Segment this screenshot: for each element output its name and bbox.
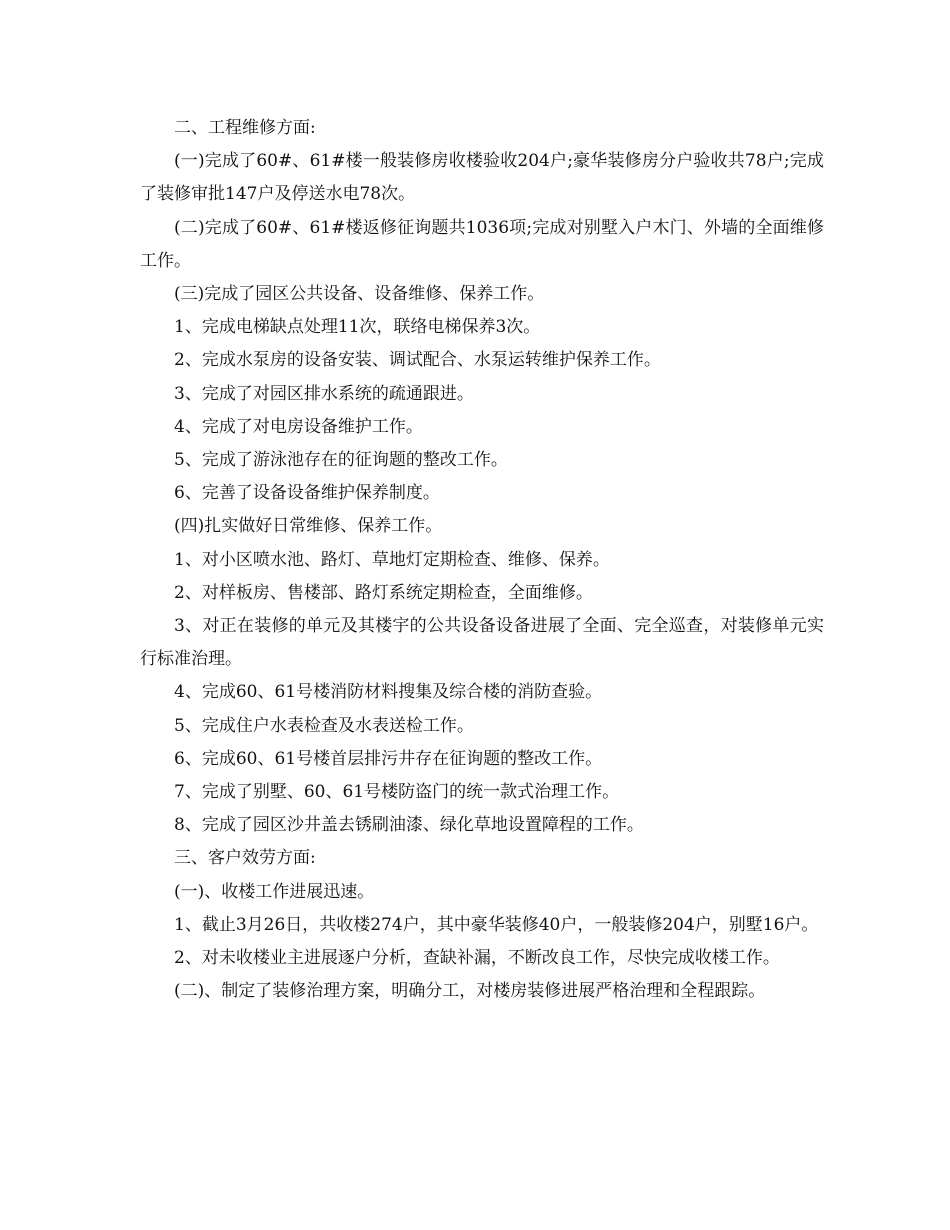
list-item: 6、完善了设备设备维护保养制度。	[174, 483, 440, 504]
list-item: 2、对未收楼业主进展逐户分析，查缺补漏，不断改良工作，尽快完成收楼工作。	[174, 948, 780, 969]
list-item: 8、完成了园区沙井盖去锈刷油漆、绿化草地设置障程的工作。	[174, 815, 644, 836]
document-body	[140, 112, 824, 1008]
list-item: 7、完成了别墅、60、61号楼防盗门的统一款式治理工作。	[174, 782, 620, 803]
list-item: 5、完成住户水表检查及水表送检工作。	[174, 715, 474, 736]
list-item: 3、对正在装修的单元及其楼宇的公共设备设备进展了全面、完全巡查，对装修单元实行标准治理。	[140, 616, 824, 670]
list-item: 3、完成了对园区排水系统的疏通跟进。	[174, 383, 474, 404]
list-item: 6、完成60、61号楼首层排污井存在征询题的整改工作。	[174, 748, 603, 769]
list-item: 1、截止3月26日，共收楼274户，其中豪华装修40户，一般装修204户，别墅16户。	[174, 914, 819, 935]
paragraph: (二)、制定了装修治理方案，明确分工，对楼房装修进展严格治理和全程跟踪。	[174, 981, 766, 1002]
list-item: 5、完成了游泳池存在的征询题的整改工作。	[174, 450, 508, 471]
paragraph: (一)、收楼工作进展迅速。	[174, 881, 375, 902]
section-heading-engineering: 二、工程维修方面:	[174, 118, 316, 138]
list-item: 4、完成60、61号楼消防材料搜集及综合楼的消防查验。	[174, 682, 603, 703]
list-item: 1、对小区喷水池、路灯、草地灯定期检查、维修、保养。	[174, 549, 610, 570]
paragraph: (四)扎实做好日常维修、保养工作。	[174, 516, 443, 537]
section-heading-customer-service: 三、客户效劳方面:	[174, 848, 316, 869]
paragraph: (二)完成了60#、61#楼返修征询题共1036项;完成对别墅入户木门、外墙的全面维修工作。	[140, 217, 824, 271]
paragraph: (一)完成了60#、61#楼一般装修房收楼验收204户;豪华装修房分户验收共78户;完成了装修审批147户及停送水电78次。	[140, 151, 824, 205]
list-item: 4、完成了对电房设备维护工作。	[174, 416, 423, 437]
list-item: 1、完成电梯缺点处理11次，联络电梯保养3次。	[174, 317, 541, 338]
paragraph: (三)完成了园区公共设备、设备维修、保养工作。	[174, 284, 545, 305]
list-item: 2、对样板房、售楼部、路灯系统定期检查，全面维修。	[174, 582, 593, 603]
list-item: 2、完成水泵房的设备安装、调试配合、水泵运转维护保养工作。	[174, 350, 661, 371]
